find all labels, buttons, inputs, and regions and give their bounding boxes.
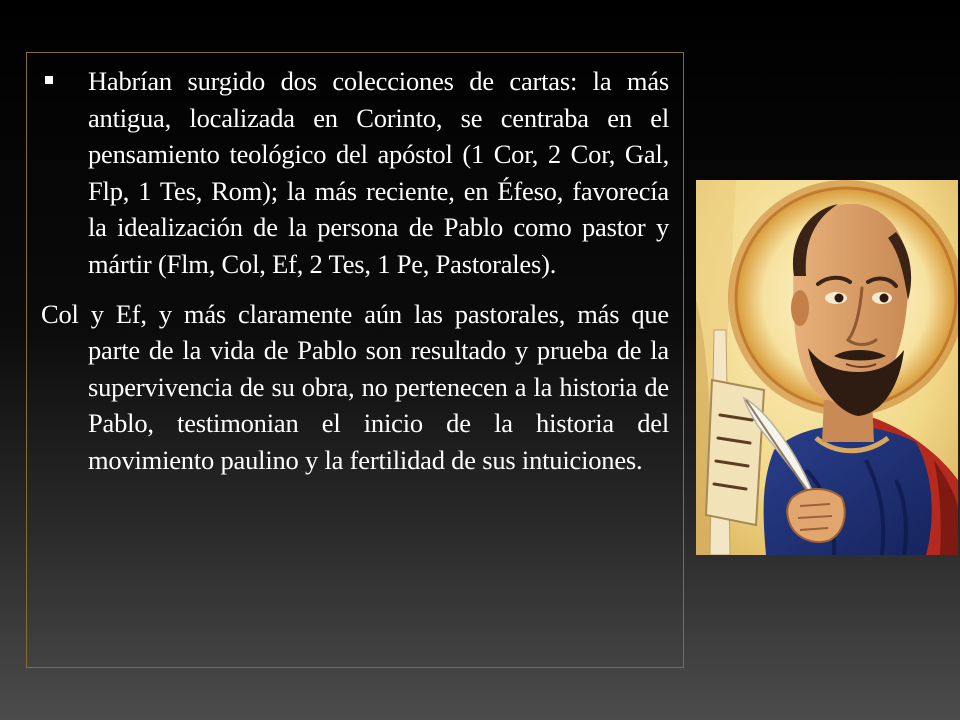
right-pupil [880, 294, 889, 303]
left-pupil [835, 294, 844, 303]
ear [791, 290, 809, 326]
text-box [26, 52, 684, 668]
book [706, 380, 764, 525]
paragraph-2-text: Col y Ef, y más claramente aún las pastorales, más que parte de la vida de Pablo son resultado y prueba de la supervivencia de su obra, no pertenecen a la historia de Pablo, testimonian el inicio de la historia del movimiento paulino y la fertilidad de sus intuiciones. [41, 298, 669, 475]
saint-paul-painting [696, 180, 958, 555]
hand [787, 489, 844, 542]
paragraph-2 [41, 296, 669, 479]
paragraph-1-text: Habrían surgido dos colecciones de cartas: la más antigua, localizada en Corinto, se centraba en el pensamiento teológico del apóstol (1 Cor, 2 Cor, Gal, Flp, 1 Tes, Rom); la más reciente, en Éfeso, favorecía la idealización de la persona de Pablo como pastor y mártir (Flm, Col, Ef, 2 Tes, 1 Pe, Pastorales). [88, 66, 669, 279]
paragraph-bulleted [41, 63, 669, 283]
saint-paul-illustration [696, 180, 958, 555]
square-bullet-icon [41, 63, 88, 100]
